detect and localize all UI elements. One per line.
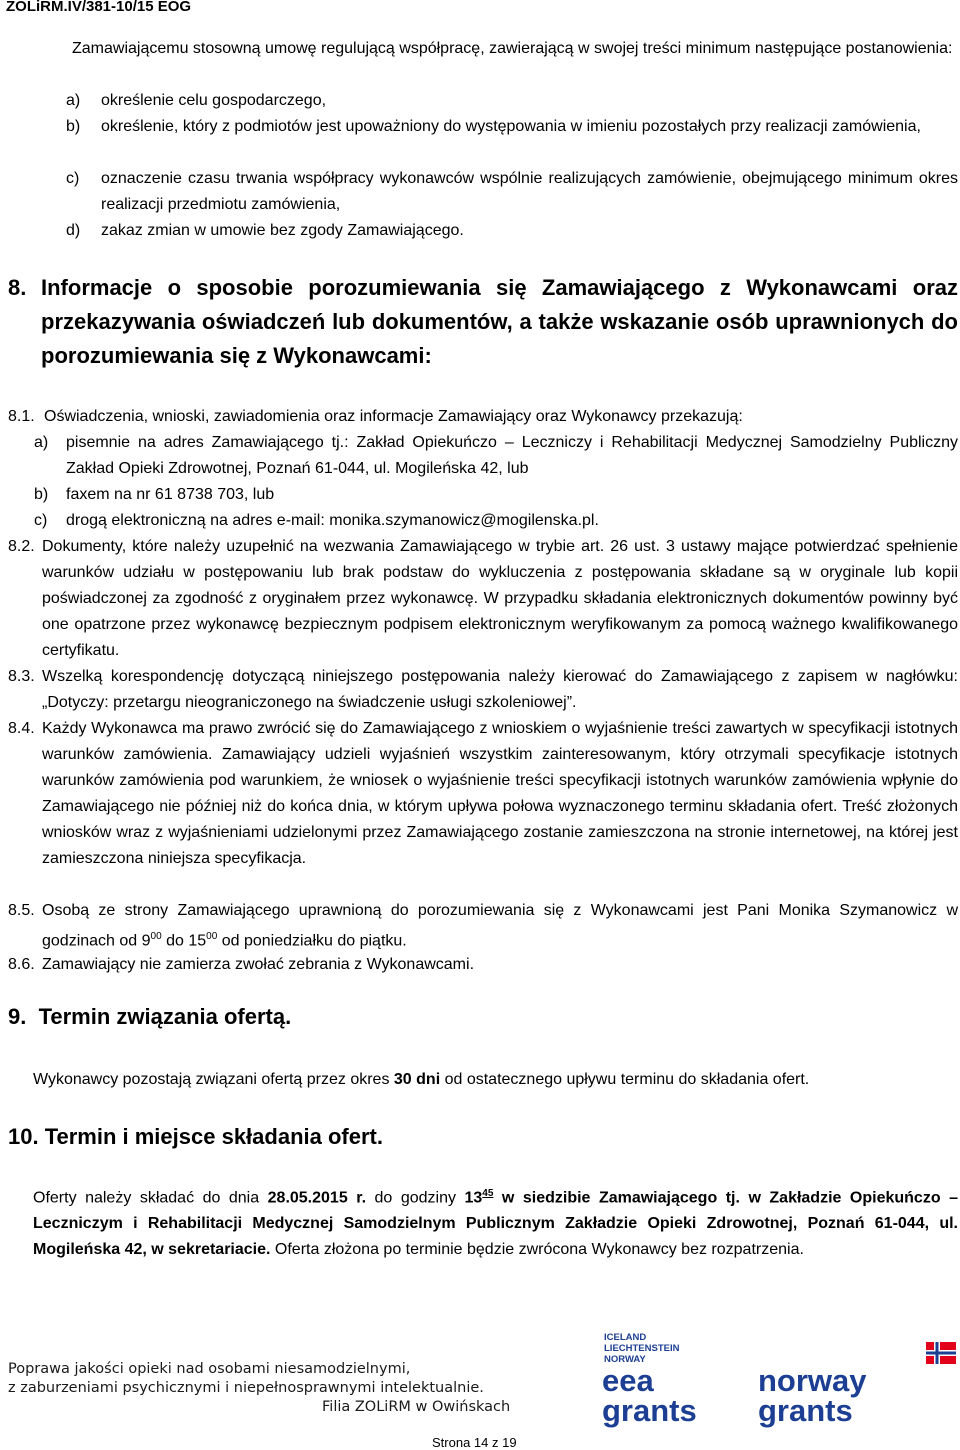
subsection-number: 8.6. [8, 956, 35, 973]
section-9-heading: 9. Termin związania ofertą. [8, 1004, 292, 1029]
subsection-8-1 [8, 404, 958, 430]
list-item [66, 114, 958, 166]
subsection-8-3 [8, 664, 958, 716]
subsection-number: 8.3. [8, 668, 35, 685]
logo-word: grants [602, 1393, 697, 1428]
text-part: do godziny [366, 1189, 465, 1207]
list-item [66, 88, 958, 114]
list-text: oznaczenie czasu trwania współpracy wykonawców wspólnie realizujących zamówienie, obejmującego minimum okres realizacji przedmiotu zamówienia, [101, 170, 958, 213]
list-item [34, 430, 958, 482]
section-8-heading [8, 271, 958, 381]
text-part: do 15 [161, 932, 207, 950]
list-item [66, 218, 958, 244]
text-part: Oferty należy składać do dnia [33, 1189, 268, 1207]
list-label: d) [66, 222, 81, 239]
country-name: NORWAY [604, 1354, 646, 1365]
superscript: 00 [150, 931, 162, 942]
subsection-8-6 [8, 952, 958, 978]
subsection-8-2 [8, 534, 958, 664]
subsection-text: Oświadczenia, wnioski, zawiadomienia oraz informacje Zamawiający oraz Wykonawcy przekazują: [44, 408, 743, 425]
norway-flag-icon [926, 1342, 956, 1364]
list-item [34, 482, 958, 508]
deadline-date: 28.05.2015 r. [267, 1189, 367, 1207]
logo-word: norway [758, 1363, 867, 1398]
list-label: c) [66, 170, 80, 187]
list-text: faxem na nr 61 8738 703, lub [66, 486, 275, 503]
list-label: b) [66, 118, 81, 135]
section-number: 8. [8, 275, 27, 300]
eea-logo-text [602, 1363, 697, 1428]
footer-line: z zaburzeniami psychicznymi i niepełnosprawnymi intelektualnie. [8, 1380, 484, 1396]
list-text: pisemnie na adres Zamawiającego tj.: Zakład Opiekuńczo – Leczniczy i Rehabilitacji Medycznej Samodzielny Publiczny Zakład Opieki Zdrowotnej, Poznań 61-044, ul. Mogileńska 42, lub [66, 434, 958, 477]
list-label: a) [66, 92, 81, 109]
text-part: Osobą ze strony Zamawiającego uprawnioną do porozumiewania się z Wykonawcami jest Pani Monika Szymanowicz w godzinach od 9 [42, 902, 958, 950]
subsection-text: Wszelką korespondencję dotyczącą niniejszego postępowania należy kierować do Zamawiającego z zapisem w nagłówku: „Dotyczy: przetargu nieograniczonego na świadczenie usługi szkoleniowej”. [42, 668, 958, 711]
list-label: a) [34, 434, 49, 451]
list-text: zakaz zmian w umowie bez zgody Zamawiającego. [101, 222, 464, 239]
footer-project-text [8, 1360, 510, 1417]
norway-logo-text [758, 1363, 867, 1428]
document-code: ZOLiRM.IV/381-10/15 EOG [6, 0, 192, 15]
superscript: 00 [206, 931, 218, 942]
subsection-number: 8.5. [8, 902, 35, 919]
text-part: Oferta złożona po terminie będzie zwrócona Wykonawcy bez rozpatrzenia. [270, 1241, 804, 1259]
text-part: Wykonawcy pozostają związani ofertą przez okres [33, 1071, 394, 1088]
logo-word: eea [602, 1363, 654, 1398]
footer-line: Poprawa jakości opieki nad osobami niesamodzielnymi, [8, 1361, 411, 1377]
subsection-text [42, 898, 958, 954]
deadline-hour: 13 [464, 1189, 483, 1207]
subsection-text: Każdy Wykonawca ma prawo zwrócić się do Zamawiającego z wnioskiem o wyjaśnienie treści zawartych w specyfikacji istotnych warunków zamówienia. Zamawiający udzieli wyjaśnień wszystkim zainteresowanym, który otrzymali specyfikacje istotnych warunków zamówienia pod warunkiem, że wniosek o wyjaśnienie treści specyfikacji istotnych warunków zamówienia wpłynie do Zamawiającego nie później niż do końca dnia, w którym upływa połowa wyznaczonego terminu składania ofert. Treść złożonych wniosków wraz z wyjaśnieniami udzielonymi przez Zamawiającego zostanie zamieszczona na stronie internetowej, na której jest zamieszczona niniejsza specyfikacja. [42, 720, 958, 867]
submission-place: w siedzibie Zamawiającego tj. w Zakładzie Opiekuńczo – Leczniczym i Rehabilitacji Medycznej Samodzielnym Publicznym Zakładzie Opieki Zdrowotnej, Poznań 61-044, ul. Mogileńska 42, w sekretariacie. [33, 1189, 959, 1259]
list-label: b) [34, 486, 49, 503]
subsection-text: Zamawiający nie zamierza zwołać zebrania z Wykonawcami. [42, 956, 475, 973]
list-text: drogą elektroniczną na adres e-mail: monika.szymanowicz@mogilenska.pl. [66, 512, 599, 529]
subsection-8-4 [8, 716, 958, 898]
eea-norway-grants-logo [598, 1330, 958, 1440]
subsection-number: 8.4. [8, 720, 35, 737]
logo-word: grants [758, 1393, 853, 1428]
footer-line: Filia ZOLiRM w Owińskach [322, 1399, 511, 1415]
country-name: LIECHTENSTEIN [604, 1343, 680, 1354]
country-name: ICELAND [604, 1332, 647, 1343]
list-item [66, 166, 958, 218]
subsection-number: 8.2. [8, 538, 35, 555]
bold-text: 30 dni [393, 1071, 441, 1088]
list-text: określenie celu gospodarczego, [101, 92, 327, 109]
text-part: od poniedziałku do piątku. [217, 932, 407, 950]
list-item [34, 508, 958, 534]
subsection-number: 8.1. [8, 408, 35, 425]
list-text: określenie, który z podmiotów jest upoważniony do występowania w imieniu pozostałych przy realizacji zamówienia, [101, 118, 921, 135]
section-title: Informacje o sposobie porozumiewania się Zamawiającego z Wykonawcami oraz przekazywania oświadczeń lub dokumentów, a także wskazanie osób uprawnionych do porozumiewania się z Wykonawcami: [41, 275, 958, 368]
subsection-8-5 [8, 898, 958, 950]
section-10-heading: 10. Termin i miejsce składania ofert. [8, 1124, 383, 1149]
section-9-text [33, 1067, 958, 1093]
subsection-text: Dokumenty, które należy uzupełnić na wezwania Zamawiającego w trybie art. 26 ust. 3 ustawy mające potwierdzać spełnienie warunków udziału w postępowaniu lub brak podstaw do wykluczenia z postępowania składane są w oryginale lub kopii poświadczonej za zgodność z oryginałem przez wykonawcę. W przypadku składania elektronicznych dokumentów powinny być one opatrzone przez wykonawcę bezpiecznym podpisem elektronicznym weryfikowanym za pomocą ważnego kwalifikowanego certyfikatu. [42, 538, 958, 659]
page-number: Strona 14 z 19 [432, 1435, 517, 1450]
countries-block [604, 1332, 679, 1365]
section-10-text [33, 1181, 958, 1263]
text-part: od ostatecznego upływu terminu do składania ofert. [440, 1071, 810, 1088]
list-label: c) [34, 512, 48, 529]
intro-paragraph: Zamawiającemu stosowną umowę regulującą współpracę, zawierającą w swojej treści minimum następujące postanowienia: [72, 40, 953, 57]
deadline-minute: 45 [482, 1188, 494, 1199]
